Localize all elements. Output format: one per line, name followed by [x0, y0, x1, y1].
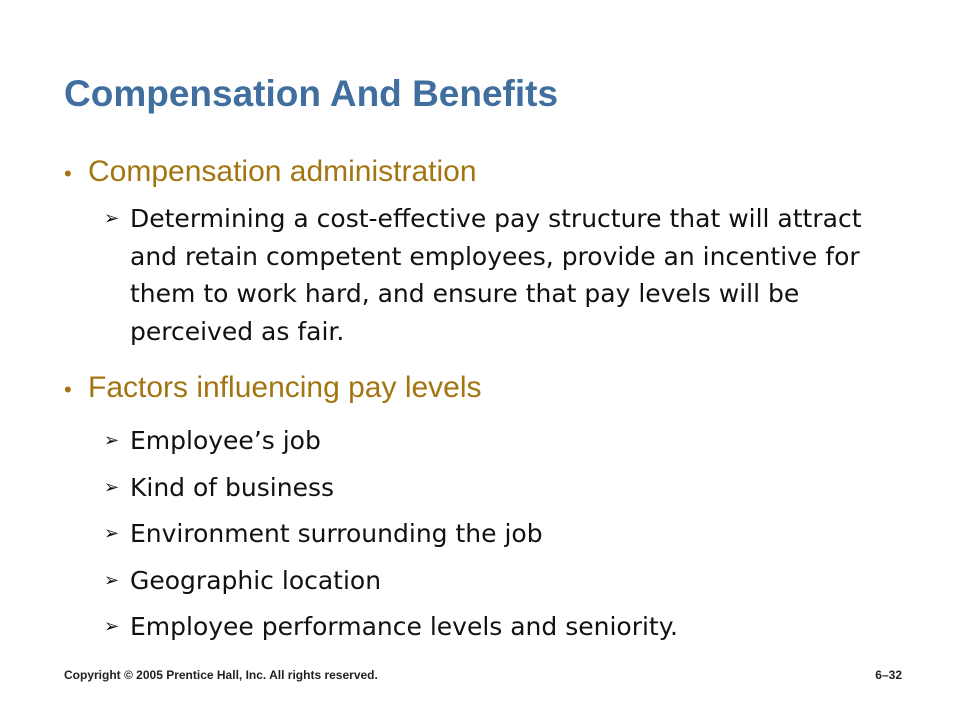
arrow-right-icon: ➢: [104, 430, 120, 451]
arrow-right-icon: ➢: [104, 208, 120, 229]
arrow-right-icon: ➢: [104, 476, 120, 498]
sub-bullet-text: Environment surrounding the job: [130, 519, 543, 548]
sub-bullet-text: Kind of business: [130, 472, 335, 502]
page-number: 6–32: [875, 668, 902, 682]
sub-bullet-text: Determining a cost-effective pay structure that will attract and retain competent employees, provide an incentive for them to work hard, and ensure that pay levels will be perceived as fair.: [130, 204, 862, 346]
section-heading: [64, 366, 894, 412]
section-heading: [64, 150, 894, 196]
section-heading-text: Compensation administration: [88, 155, 477, 188]
sub-bullet-item: [64, 511, 894, 558]
bullet-dot-icon: •: [64, 377, 72, 402]
arrow-right-icon: ➢: [104, 523, 120, 544]
slide-title: Compensation And Benefits: [64, 73, 559, 114]
sub-bullet-item: [64, 604, 894, 651]
slide-footer: [64, 668, 902, 682]
copyright-notice: Copyright © 2005 Prentice Hall, Inc. All rights reserved.: [64, 668, 378, 682]
section-compensation-administration: [64, 150, 894, 350]
arrow-right-icon: ➢: [104, 616, 120, 637]
bullet-dot-icon: •: [64, 161, 72, 186]
sub-bullet-list: [64, 200, 894, 350]
sub-bullet-item: [64, 558, 894, 605]
sub-bullet-text: Geographic location: [130, 565, 382, 595]
sub-bullet-item: [64, 465, 894, 512]
section-factors-pay-levels: [64, 366, 894, 651]
sub-bullet-text: Employee’s job: [130, 426, 321, 455]
sub-bullet-item: [64, 418, 894, 465]
section-heading-text: Factors influencing pay levels: [88, 371, 482, 404]
sub-bullet-item: [64, 200, 890, 350]
arrow-right-icon: ➢: [104, 569, 120, 591]
sub-bullet-text: Employee performance levels and seniority.: [130, 612, 678, 641]
sub-bullet-list: [64, 418, 894, 651]
